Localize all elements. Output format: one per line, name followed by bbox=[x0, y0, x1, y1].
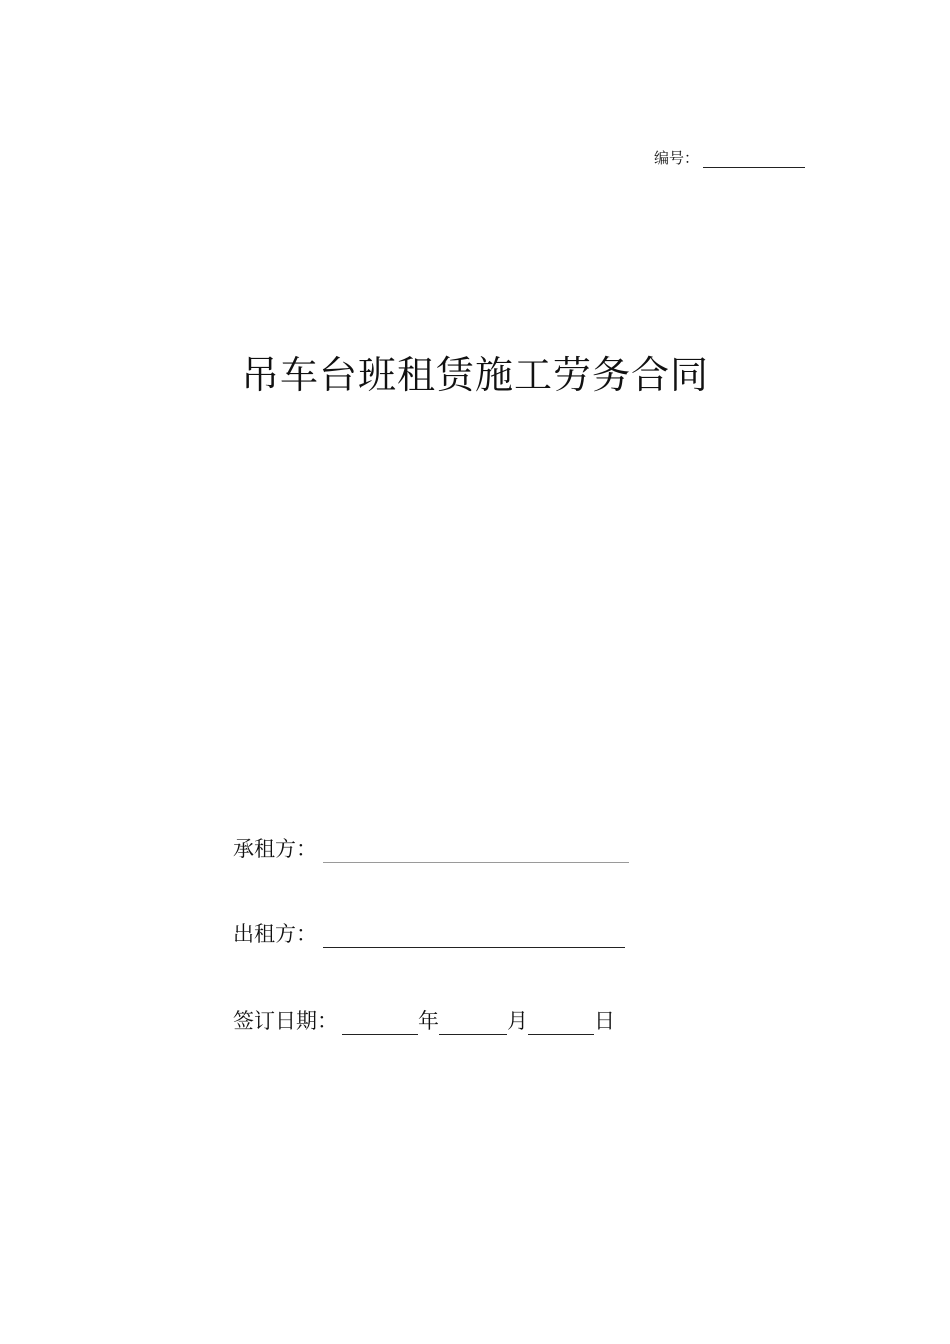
contract-number bbox=[654, 146, 805, 168]
sign-date-label: 签订日期： bbox=[233, 1009, 338, 1033]
year-blank[interactable] bbox=[342, 1014, 418, 1035]
month-label: 月 bbox=[507, 1009, 528, 1033]
day-label: 日 bbox=[594, 1009, 615, 1033]
lessor-field bbox=[233, 918, 625, 948]
year-label: 年 bbox=[418, 1009, 439, 1033]
contract-number-blank[interactable] bbox=[703, 151, 805, 168]
lessee-blank[interactable] bbox=[323, 842, 629, 863]
lessee-label: 承租方： bbox=[233, 837, 317, 861]
lessee-field bbox=[233, 833, 629, 863]
day-blank[interactable] bbox=[528, 1014, 594, 1035]
sign-date-field bbox=[233, 1005, 615, 1035]
document-title: 吊车台班租赁施工劳务合同 bbox=[240, 353, 709, 397]
lessor-blank[interactable] bbox=[323, 927, 625, 948]
lessor-label: 出租方： bbox=[233, 922, 317, 946]
contract-number-label: 编号： bbox=[654, 149, 700, 167]
month-blank[interactable] bbox=[439, 1014, 507, 1035]
